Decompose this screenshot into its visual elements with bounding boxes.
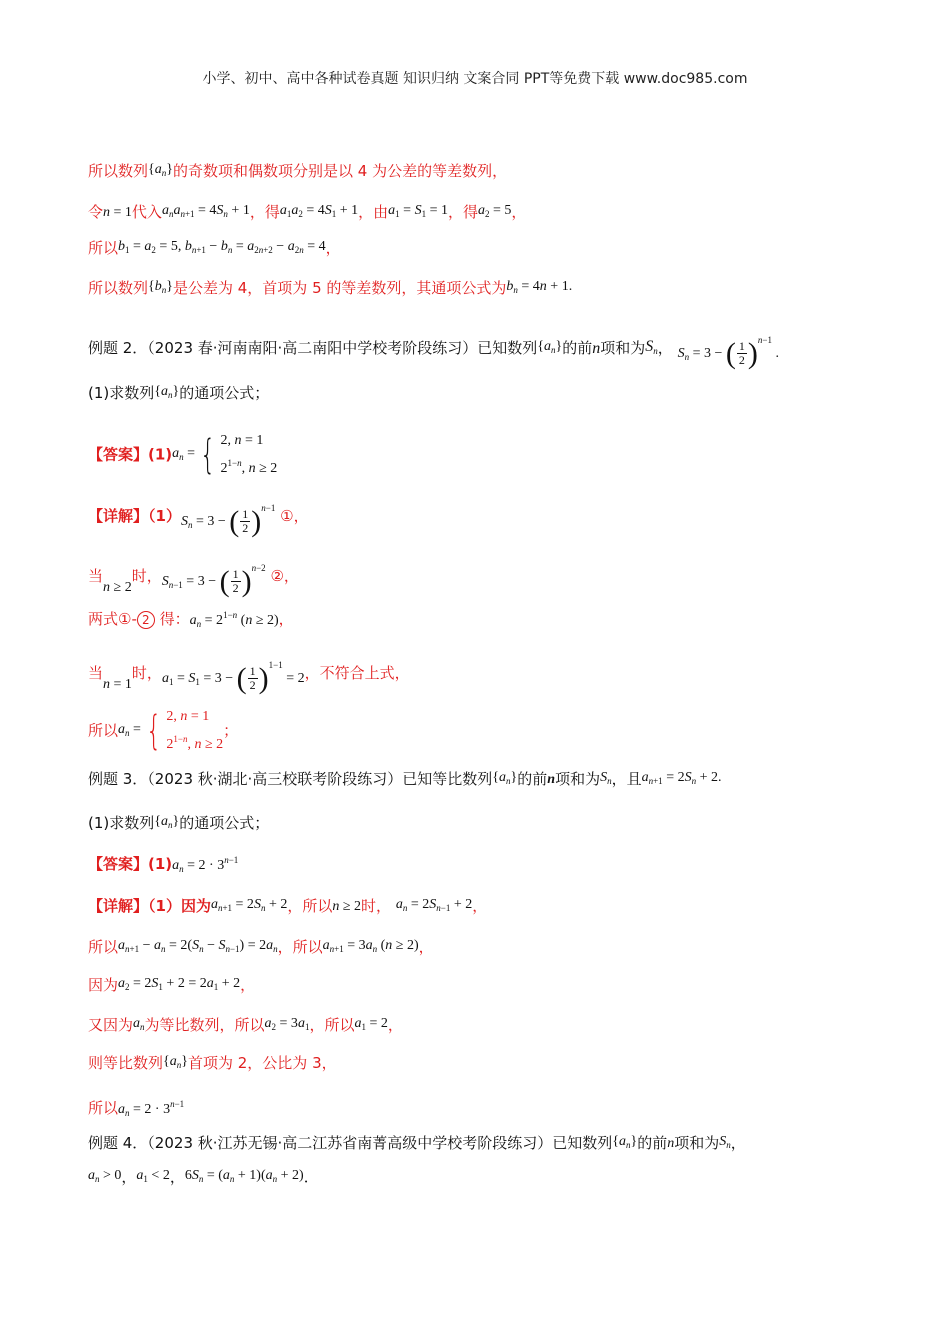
text-line: 则等比数列$\{a_n\}$首项为 2，公比为 3， xyxy=(88,1054,337,1072)
answer: 【答案】$(1)a_n = 2 \cdot 3^{n-1}$ xyxy=(88,855,239,874)
text-line: 当n ≥ 2时，$S_{n-1} = 3$ − ( $\frac{1}{2}$ )$^{n-2}$ ②， xyxy=(88,563,299,598)
text-line: $a_n > 0$，$a_1 < 2$，$6S_n = (a_n + 1)(a_n + 2)$． xyxy=(88,1168,319,1186)
text-line: 因为$a_2 = 2S_1 + 2 = 2a_1 + 2$， xyxy=(88,976,256,994)
text-line: 又因为$a_n$为等比数列，所以$a_2 = 3a_1$，所以$a_1 = 2$， xyxy=(88,1016,403,1034)
text-line: 所以$a_n$ ={ 2, n = 1 $2^{1-n}$, n ≥ 2 ； xyxy=(88,708,239,754)
text-line: 所以$a_n = 2 \cdot 3^{n-1}$ xyxy=(88,1099,185,1118)
detail: 【详解】（1）因为$a_{n+1} = 2S_n + 2$，所以n ≥ 2时， $a_n = 2S_{n-1} + 2$， xyxy=(88,897,488,915)
detail: 【详解】$(1)S_n = 3$ − ( $\frac{1}{2}$ )$^{n-1}$ ①， xyxy=(88,503,309,538)
question: (1)求数列$\{a_n\}$的通项公式； xyxy=(88,814,270,832)
page-header: 小学、初中、高中各种试卷真题 知识归纳 文案合同 PPT等免费下载 www.doc985.com xyxy=(202,71,748,87)
text-line: 所以数列$\{b_n\}$是公差为 4，首项为 5 的等差数列，其通项公式为$b_n = 4n + 1$. xyxy=(88,279,573,297)
example-2-title: 例题 2．（2023 春·河南南阳·高二南阳中学校考阶段练习）已知数列$\{a_n\}$的前n项和为$S_n$， $S_n = 3$ − ( $\frac{1}{2}$ )$^{n-1}$ . xyxy=(88,335,779,370)
example-4-title: 例题 4．（2023 秋·江苏无锡·高二江苏省南菁高级中学校考阶段练习）已知数列$\{a_n\}$的前n项和为$S_n$， xyxy=(88,1134,746,1152)
text-line: 当n = 1时，$a_1 = S_1 = 3$ − ( $\frac{1}{2}$ )$^{1-1}$ = 2，不符合上式， xyxy=(88,660,410,695)
text-line: 两式①- 2 得：$a_n = 2^{1-n}$ (n ≥ 2)， xyxy=(88,610,294,629)
question: (1)求数列$\{a_n\}$的通项公式； xyxy=(88,384,270,402)
answer: 【答案】$(1)a_n$ ={ 2, n = 1 $2^{1-n}$, n ≥ 2 xyxy=(88,432,278,478)
text-line: 所以$a_{n+1} - a_n = 2(S_n - S_{n-1}) = 2a_n$，所以$a_{n+1} = 3a_n$ (n ≥ 2)， xyxy=(88,938,434,956)
text-line: 所以数列$\{a_n\}$的奇数项和偶数项分别是以 4 为公差的等差数列， xyxy=(88,162,508,180)
example-3-title: 例题 3．（2023 秋·湖北·高三校联考阶段练习）已知等比数列$\{a_n\}$的前n项和为$S_n$，且$a_{n+1} = 2S_n + 2$. xyxy=(88,770,722,788)
text-line: 令n = 1代入$a_na_{n+1} = 4S_n + 1$，得$a_1a_2 = 4S_1 + 1$，由$a_1 = S_1 = 1$，得$a_2 = 5$， xyxy=(88,203,527,221)
text-line: 所以$b_1 = a_2 = 5$, $b_{n+1} - b_n = a_{2n+2} - a_{2n} = 4$， xyxy=(88,239,341,257)
